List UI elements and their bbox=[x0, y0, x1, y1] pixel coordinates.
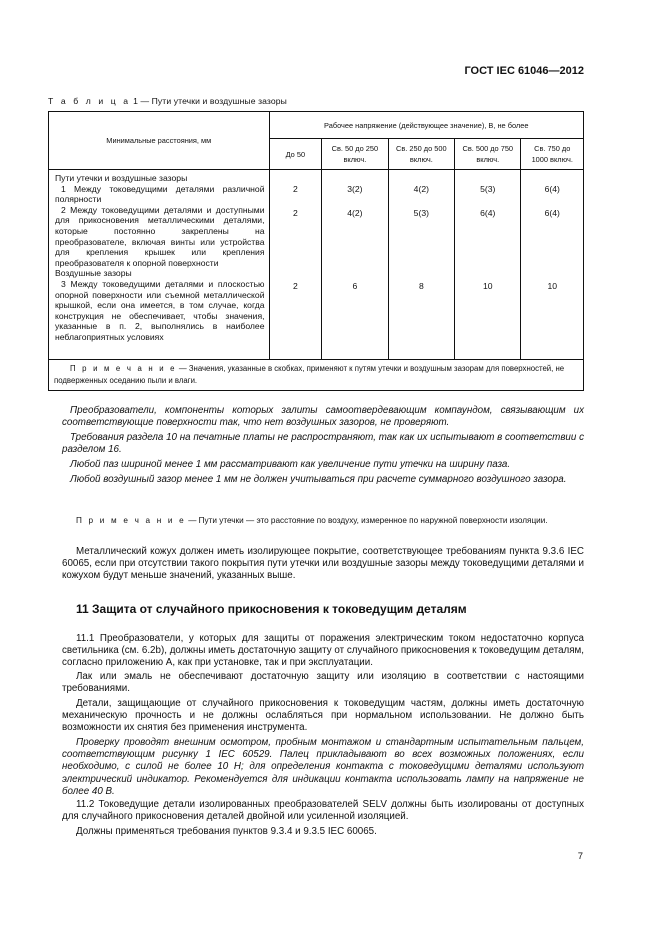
paragraph-test-finger: Проверку проводят внешним осмотром, пробным монтажом и стандартным испытательным пальцем, соответствующим рисунку 1 IEC 60529. Палец прикладывают во всех возможных положениях, если необходимо, с силой не более 10 Н; для определения контакта с токоведущими деталями используют электрический индикатор. Рекомендуется для индикации контакта использовать лампу на напряжение не более 40 В. bbox=[62, 737, 584, 797]
value-r1-c4: 5(3) bbox=[480, 184, 496, 194]
table-note bbox=[49, 360, 584, 391]
page-number: 7 bbox=[577, 851, 583, 862]
group-label-air: Воздушные зазоры bbox=[55, 268, 132, 279]
value-r1-c1: 2 bbox=[292, 184, 298, 194]
creepage-note bbox=[62, 515, 584, 528]
col-header-2: Св. 50 до 250 включ. bbox=[322, 139, 388, 170]
value-r3-c2: 6 bbox=[352, 281, 358, 292]
table-caption-prefix: Т а б л и ц а bbox=[48, 96, 131, 106]
value-r1-c3: 4(2) bbox=[413, 184, 429, 194]
paragraph-lacquer: Лак или эмаль не обеспечивают достаточную защиту или изоляцию в соответствии с настоящими требованиями. bbox=[62, 671, 584, 695]
values-col-4 bbox=[455, 170, 521, 360]
paragraph-protective-parts: Детали, защищающие от случайного прикосновения к токоведущим частям, должны иметь достаточную механическую прочность и не должны ослабляться при нормальном использовании. Не должно быть возможности их снятия без применения инструмента. bbox=[62, 698, 584, 734]
paragraph-potted: Преобразователи, компоненты которых залиты самоотвердевающим компаундом, связывающим их соответствующие поверхности так, что нет воздушных зазоров, не проверяют. bbox=[62, 405, 584, 429]
value-r1-c5: 6(4) bbox=[544, 184, 560, 194]
values-col-3 bbox=[388, 170, 454, 360]
paragraph-metal-housing: Металлический кожух должен иметь изолирующее покрытие, соответствующее требованиям пункта 9.3.6 IEC 60065, если при отсутствии такого покрытия пути утечки или воздушные зазоры между токоведущими деталями и кожухом будут меньше значений, указанных выше. bbox=[62, 546, 584, 582]
col-header-1: До 50 bbox=[269, 139, 322, 170]
row-labels-cell bbox=[49, 170, 270, 360]
paragraph-11-2: 11.2 Токоведущие детали изолированных преобразователей SELV должны быть изолированы от доступных для случайного прикосновения деталей двойной или усиленной изоляцией. bbox=[62, 799, 584, 823]
row-label-1: 1 Между токоведущими деталями различной полярности bbox=[55, 183, 265, 205]
section-title: 11 Защита от случайного прикосновения к токоведущим деталям bbox=[76, 602, 467, 616]
header-main-text: Минимальные расстояния, мм bbox=[106, 136, 212, 145]
clearance-table bbox=[48, 111, 584, 391]
header-main-cell bbox=[49, 112, 270, 170]
values-col-2 bbox=[322, 170, 388, 360]
col-header-4: Св. 500 до 750 включ. bbox=[455, 139, 521, 170]
table-note-prefix: П р и м е ч а н и е bbox=[70, 364, 177, 373]
col-header-5: Св. 750 до 1000 включ. bbox=[521, 139, 584, 170]
table-note-text: — Значения, указанные в скобках, применяют к путям утечки и воздушным зазорам для поверхностей, не подверженных оседанию пыли и влаги. bbox=[54, 364, 565, 385]
header-group-cell bbox=[269, 112, 584, 139]
value-r2-c4: 6(4) bbox=[480, 207, 496, 218]
paragraph-11-1: 11.1 Преобразователи, у которых для защиты от поражения электрическим током недостаточно корпуса светильника (см. 6.2b), должны иметь достаточную защиту от случайного прикосновения к токоведущим деталям, согласно приложению А, как при установке, так и при эксплуатации. bbox=[62, 633, 584, 669]
value-r2-c3: 5(3) bbox=[413, 207, 429, 218]
table-caption-text: 1 — Пути утечки и воздушные зазоры bbox=[130, 96, 287, 106]
creepage-note-prefix: П р и м е ч а н и е bbox=[76, 516, 186, 525]
paragraph-iec-60065: Должны применяться требования пунктов 9.3.4 и 9.3.5 IEC 60065. bbox=[76, 826, 377, 837]
table-caption bbox=[48, 96, 287, 106]
document-id: ГОСТ IEC 61046—2012 bbox=[464, 65, 584, 77]
paragraph-pcb: Требования раздела 10 на печатные платы не распространяют, так как их испытывают в соответствии с разделом 16. bbox=[62, 432, 584, 456]
paragraph-slot: Любой паз шириной менее 1 мм рассматривают как увеличение пути утечки на ширину паза. bbox=[70, 459, 511, 470]
values-col-5 bbox=[521, 170, 584, 360]
value-r2-c5: 6(4) bbox=[544, 207, 560, 218]
header-group-text: Рабочее напряжение (действующее значение), В, не более bbox=[324, 120, 529, 130]
row-label-3: 3 Между токоведущими деталями и плоскостью опорной поверхности или съемной металлической крышкой, если она имеется, в том случае, когда конструкция не обеспечивает, чтобы значения, указанные в п. 2, выполнялись в наиболее неблагоприятных условиях bbox=[55, 278, 265, 342]
value-r1-c2: 3(2) bbox=[347, 184, 363, 194]
value-r2-c2: 4(2) bbox=[347, 207, 363, 218]
value-r3-c5: 10 bbox=[547, 281, 558, 292]
paragraph-air-gap: Любой воздушный зазор менее 1 мм не должен учитываться при расчете суммарного воздушного зазора. bbox=[70, 474, 567, 485]
creepage-note-text: — Пути утечки — это расстояние по воздуху, измеренное по наружной поверхности изоляции. bbox=[185, 516, 548, 525]
value-r3-c4: 10 bbox=[482, 281, 493, 292]
value-r3-c1: 2 bbox=[292, 281, 298, 292]
value-r3-c3: 8 bbox=[418, 281, 424, 292]
group-label-creepage: Пути утечки и воздушные зазоры bbox=[55, 173, 188, 183]
values-col-1 bbox=[269, 170, 322, 360]
row-label-2: 2 Между токоведущими деталями и доступными для прикосновения металлическими деталями, которые постоянно закреплены на преобразователе, включая винты или устройства для крепления крышек или крепления преобразователя к опорной поверхности bbox=[55, 204, 265, 268]
col-header-3: Св. 250 до 500 включ. bbox=[388, 139, 454, 170]
value-r2-c1: 2 bbox=[292, 207, 298, 218]
